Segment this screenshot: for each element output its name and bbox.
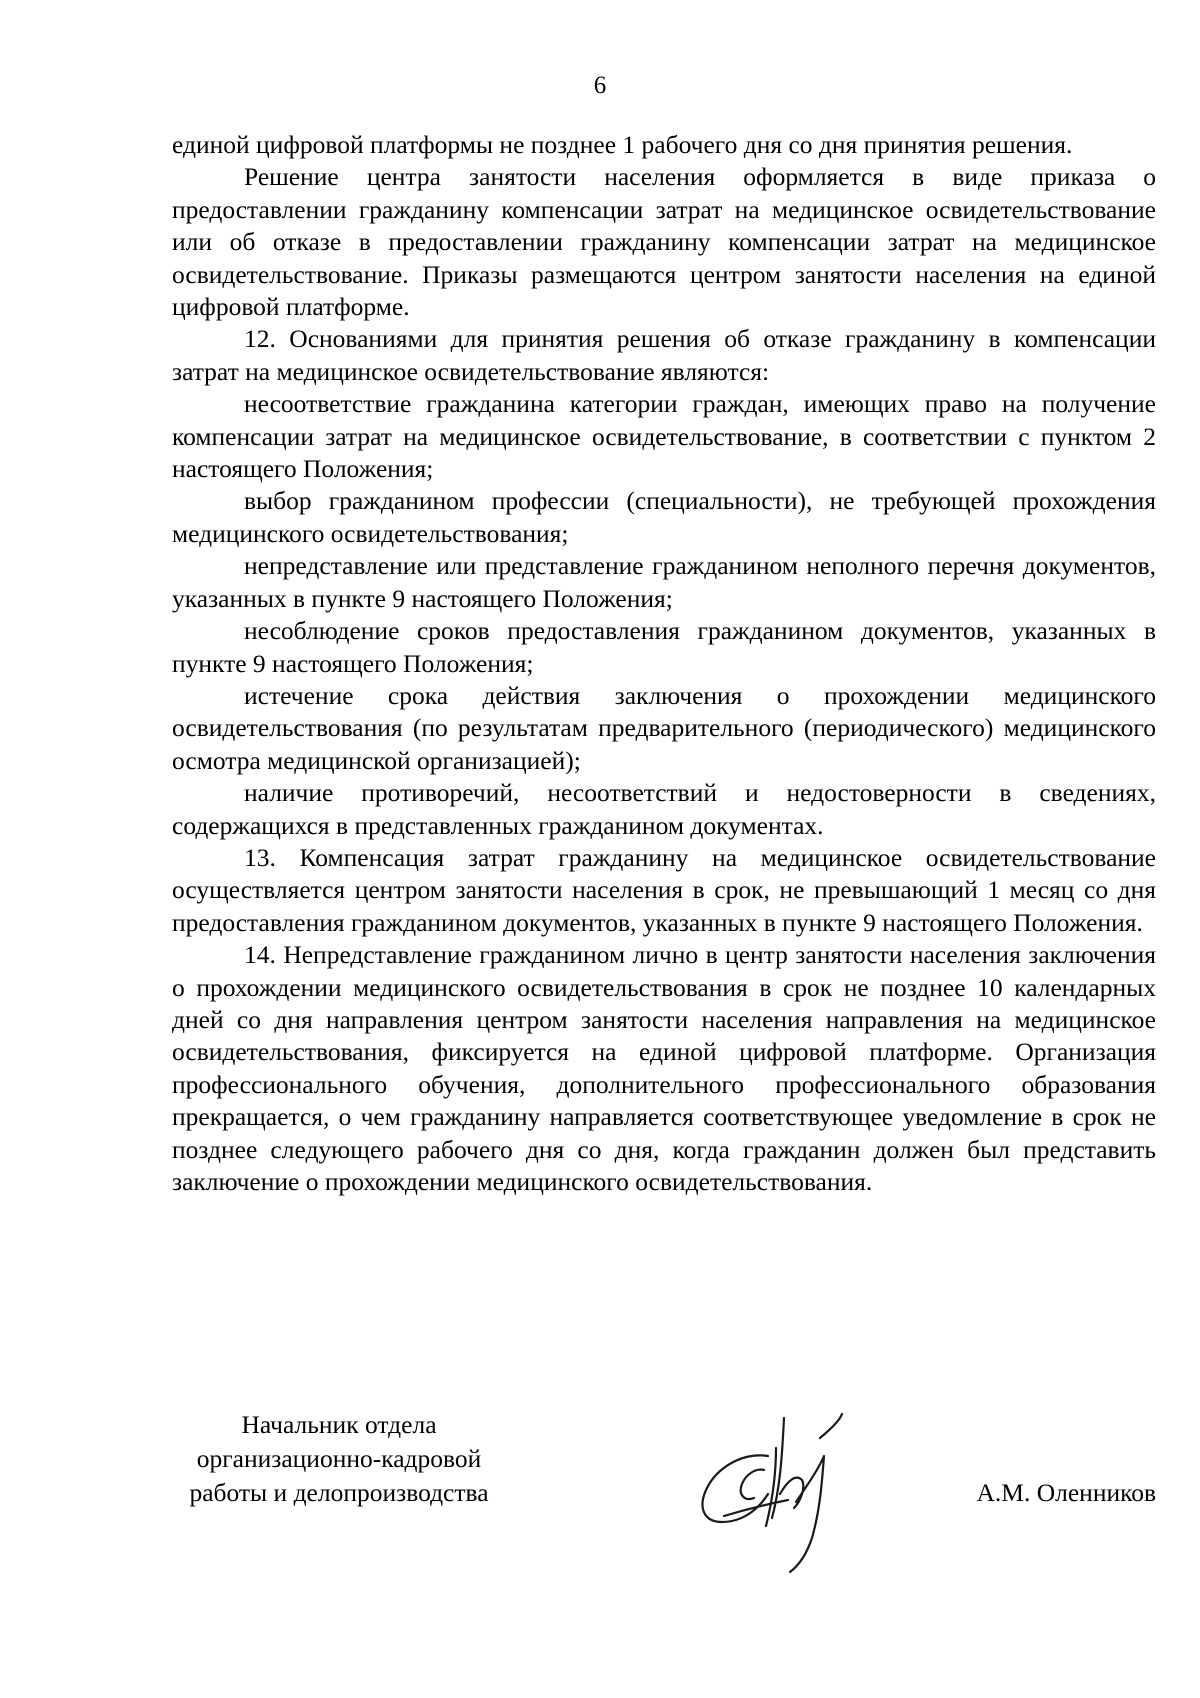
paragraph: Решение центра занятости населения оформляется в виде приказа о предоставлении гражданину компенсации затрат на медицинское освидетельствование или об отказе в предоставлении гражданину компенсации затрат на медицинское освидетельствование. Приказы размещаются центром занятости населения на единой цифровой платформе. (172, 162, 1156, 322)
page-number: 6 (593, 72, 607, 99)
paragraph: единой цифровой платформы не позднее 1 рабочего дня со дня принятия решения. (172, 130, 1073, 159)
signatory-name: А.М. Оленников (976, 1478, 1156, 1507)
paragraph: 13. Компенсация затрат гражданину на медицинское освидетельствование осуществляется центром занятости населения в срок, не превышающий 1 месяц со дня предоставления гражданином документов, указанных в пункте 9 настоящего Положения. (172, 842, 1156, 937)
list-item: наличие противоречий, несоответствий и недостоверности в сведениях, содержащихся в представленных гражданином документах. (172, 778, 1156, 840)
list-item: истечение срока действия заключения о прохождении медицинского освидетельствования (по результатам предварительного (периодического) медицинского осмотра медицинской организацией); (172, 680, 1156, 775)
list-item: непредставление или представление гражданином неполного перечня документов, указанных в пункте 9 настоящего Положения; (172, 551, 1156, 613)
signatory-title-line: Начальник отдела (241, 1410, 437, 1439)
handwritten-signature (672, 1398, 892, 1578)
signatory-title-line: работы и делопроизводства (189, 1478, 489, 1507)
list-item: несоответствие гражданина категории граждан, имеющих право на получение компенсации затрат на медицинское освидетельствование, в соответствии с пунктом 2 настоящего Положения; (172, 389, 1156, 484)
list-item: выбор гражданином профессии (специальности), не требующей прохождения медицинского освидетельствования; (172, 486, 1156, 548)
signatory-title (172, 1408, 506, 1510)
document-body (172, 129, 1156, 1198)
signature-block (172, 1408, 1156, 1608)
list-item: несоблюдение сроков предоставления гражданином документов, указанных в пункте 9 настоящего Положения; (172, 616, 1156, 678)
paragraph: 12. Основаниями для принятия решения об отказе гражданину в компенсации затрат на медицинское освидетельствование являются: (172, 324, 1156, 386)
paragraph: 14. Непредставление гражданином лично в центр занятости населения заключения о прохождении медицинского освидетельствования в срок не позднее 10 календарных дней со дня направления центром занятости населения направления на медицинское освидетельствования, фиксируется на единой цифровой платформе. Организация профессионального обучения, дополнительного профессионального образования прекращается, о чем гражданину направляется соответствующее уведомление в срок не позднее следующего рабочего дня со дня, когда гражданин должен был представить заключение о прохождении медицинского освидетельствования. (172, 940, 1156, 1196)
signatory-title-line: организационно-кадровой (196, 1444, 482, 1473)
